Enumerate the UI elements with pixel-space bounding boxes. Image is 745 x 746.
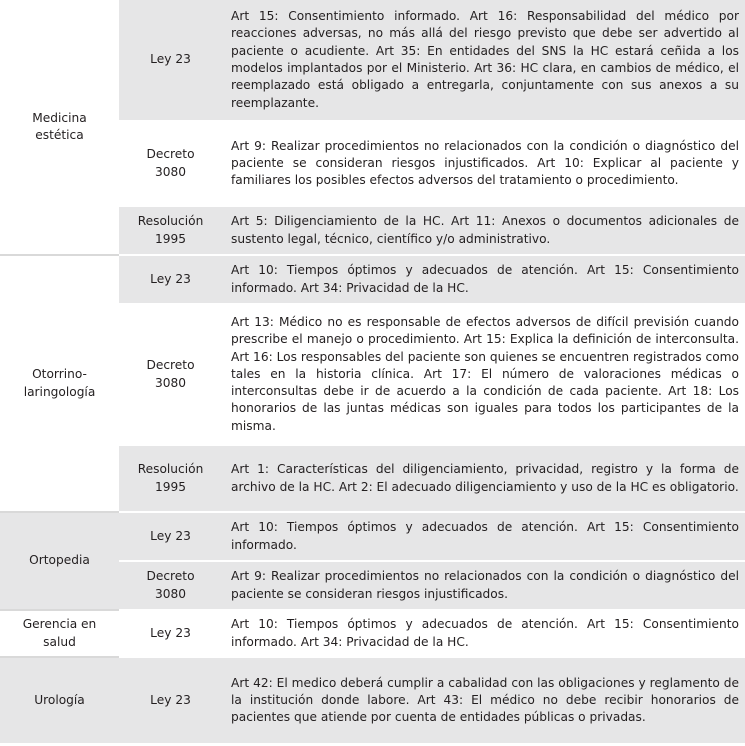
description-cell: Art 9: Realizar procedimientos no relacionados con la condición o diagnóstico del paciente se consideran riesgos injustificados. Art 10: Explicar al paciente y familiares los posibles efectos adversos del tratamiento o procedimiento.	[222, 121, 745, 206]
description-cell: Art 13: Médico no es responsable de efectos adversos de difícil previsión cuando prescribe el manejo o procedimiento. Art 15: Explica la definición de interconsulta. Art 16: Los responsables del paciente son quienes se encuentren registrados como tales en la historia clínica. Art 17: El número de valoraciones médicas o interconsultas debe ir de acuerdo a la condición de cada paciente. Art 18: Los honorarios de las juntas médicas son iguales para todos los participantes de la misma.	[222, 304, 745, 445]
specialty-cell: Gerencia en salud	[0, 610, 119, 657]
norm-cell: Ley 23	[119, 657, 222, 743]
norm-cell: Resolución 1995	[119, 445, 222, 512]
table-row	[0, 512, 745, 561]
description-cell: Art 10: Tiempos óptimos y adecuados de atención. Art 15: Consentimiento informado.	[222, 512, 745, 561]
table-row	[0, 657, 745, 743]
norm-cell: Decreto 3080	[119, 561, 222, 610]
description-cell: Art 5: Diligenciamiento de la HC. Art 11: Anexos o documentos adicionales de sustento legal, técnico, científico y/o administrativo.	[222, 206, 745, 255]
table-row	[0, 610, 745, 657]
description-cell: Art 10: Tiempos óptimos y adecuados de atención. Art 15: Consentimiento informado. Art 34: Privacidad de la HC.	[222, 255, 745, 304]
specialty-cell: Otorrino-laringología	[0, 255, 119, 512]
norm-cell: Decreto 3080	[119, 304, 222, 445]
specialty-cell: Ortopedia	[0, 512, 119, 610]
description-cell: Art 10: Tiempos óptimos y adecuados de atención. Art 15: Consentimiento informado. Art 34: Privacidad de la HC.	[222, 610, 745, 657]
norm-cell: Ley 23	[119, 512, 222, 561]
norm-cell: Ley 23	[119, 255, 222, 304]
description-cell: Art 1: Características del diligenciamiento, privacidad, registro y la forma de archivo de la HC. Art 2: El adecuado diligenciamiento y uso de la HC es obligatorio.	[222, 445, 745, 512]
norm-cell: Resolución 1995	[119, 206, 222, 255]
description-cell: Art 15: Consentimiento informado. Art 16: Responsabilidad del médico por reacciones adversas, no más allá del riesgo previsto que debe ser advertido al paciente o acudiente. Art 35: En entidades del SNS la HC estará ceñida a los modelos implantados por el Ministerio. Art 36: HC clara, en cambios de médico, el reemplazado está obligado a entregarla, conjuntamente con sus anexos a su reemplazante.	[222, 0, 745, 121]
norm-cell: Decreto 3080	[119, 121, 222, 206]
specialty-cell: Medicina estética	[0, 0, 119, 255]
norm-cell: Ley 23	[119, 610, 222, 657]
description-cell: Art 42: El medico deberá cumplir a cabalidad con las obligaciones y reglamento de la institución donde labore. Art 43: El médico no debe recibir honorarios de pacientes que atiende por cuenta de entidades públicas o privadas.	[222, 657, 745, 743]
norm-cell: Ley 23	[119, 0, 222, 121]
table-row	[0, 0, 745, 121]
specialty-cell: Urología	[0, 657, 119, 743]
description-cell: Art 9: Realizar procedimientos no relacionados con la condición o diagnóstico del paciente se consideran riesgos injustificados.	[222, 561, 745, 610]
table-row	[0, 255, 745, 304]
